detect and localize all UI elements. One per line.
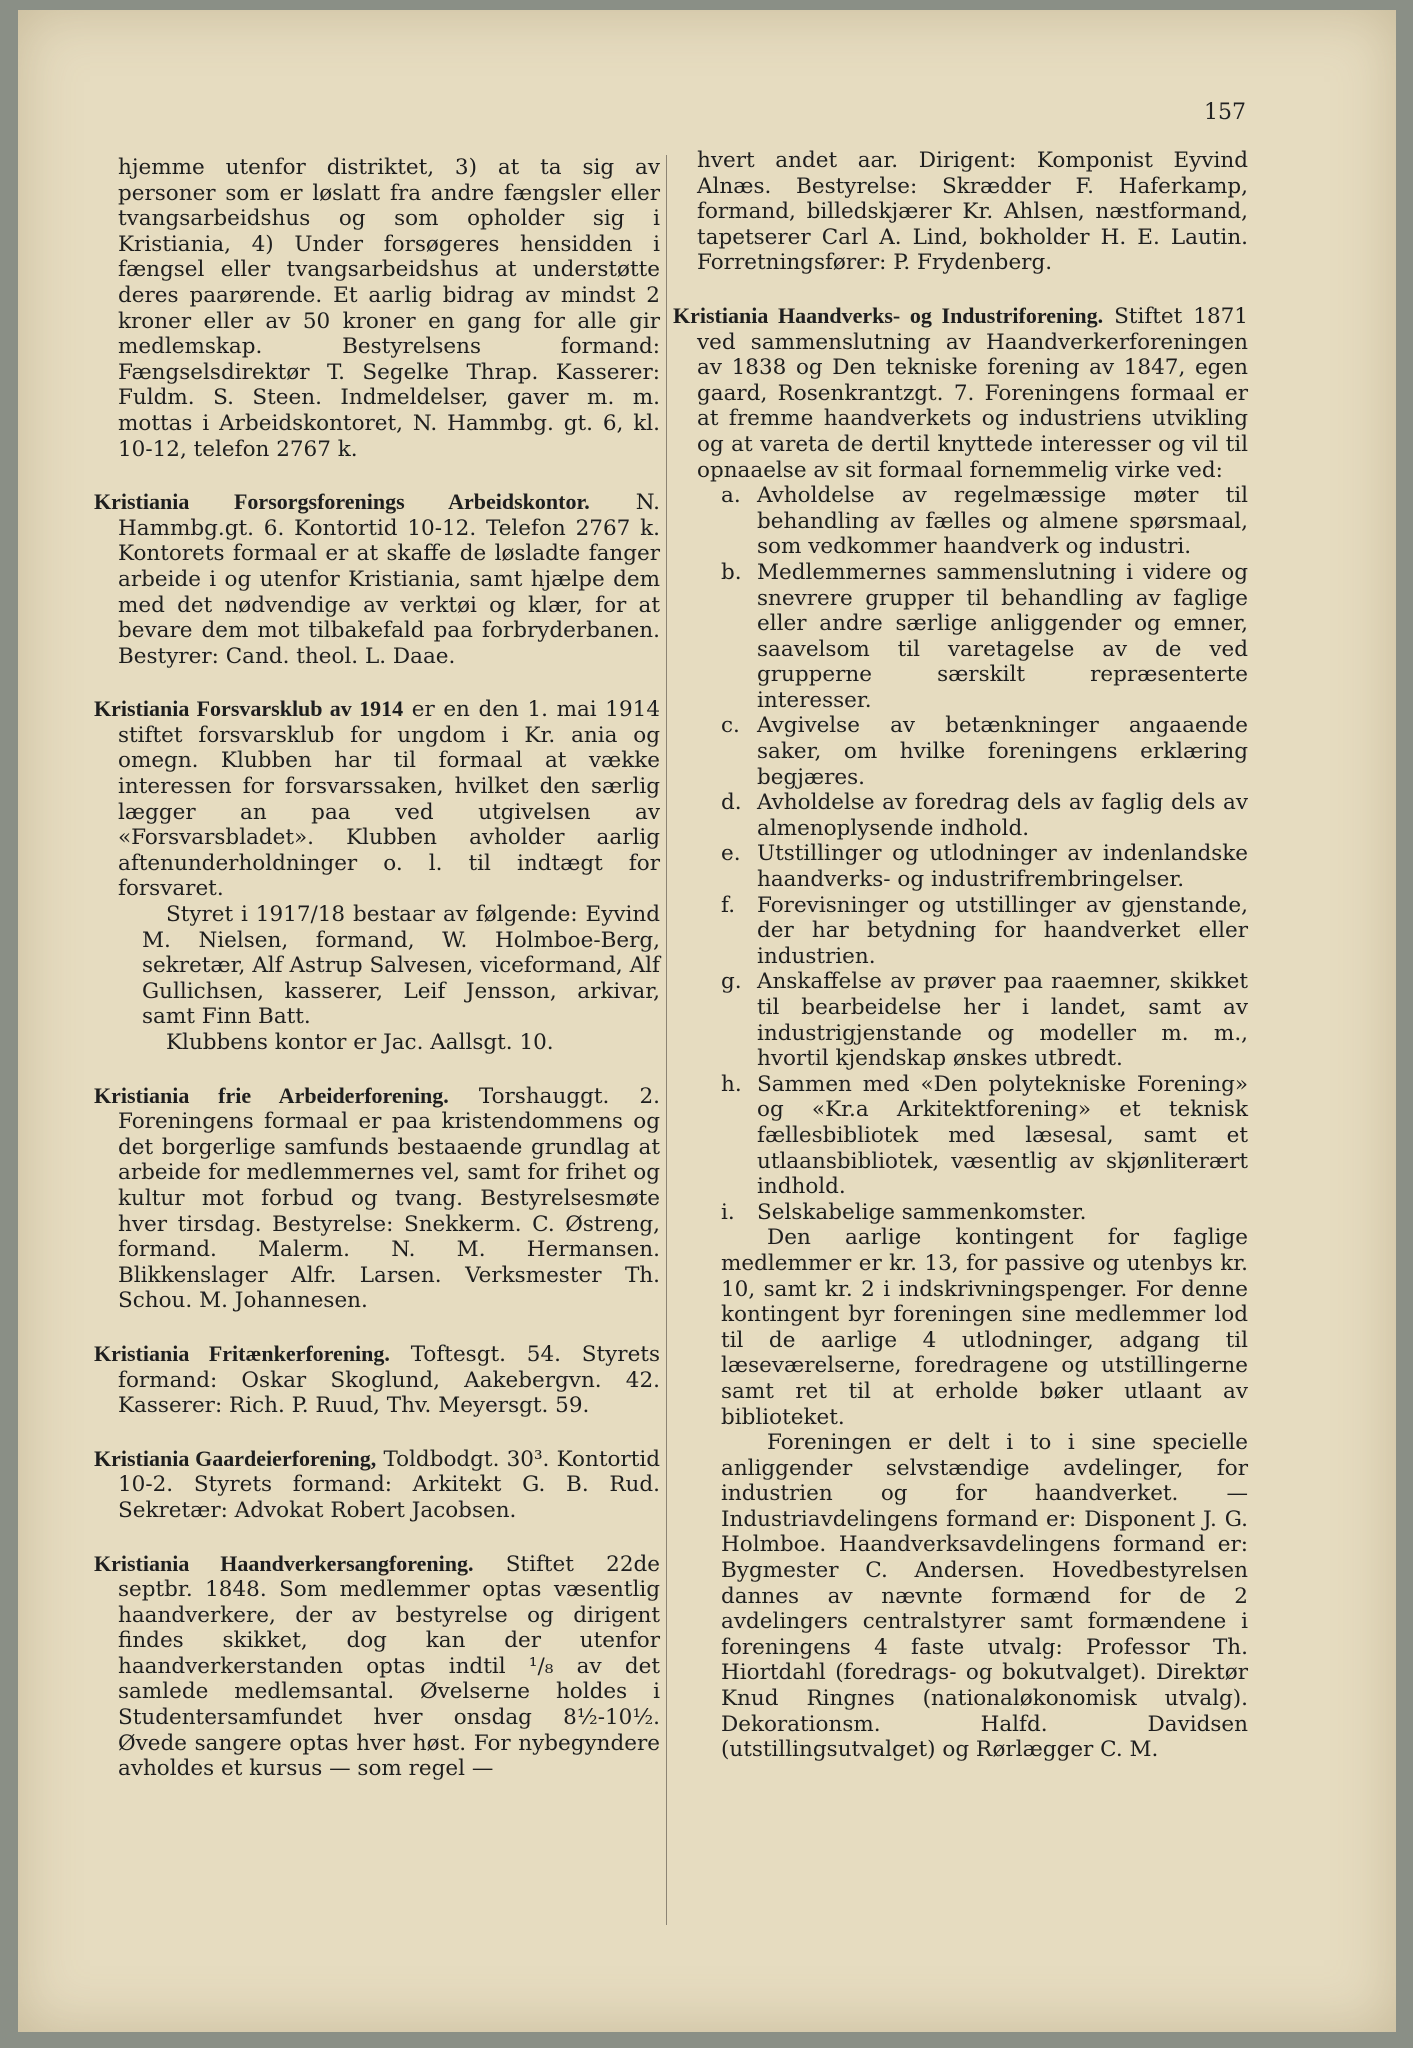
entry-industriforening [673,303,1248,1763]
entry-gaardeierforening [94,1446,660,1524]
entry-text: er en den 1. mai 1914 stiftet forsvarsklub for ungdom i Kr. ania og omegn. Klubben har til formaal at vække interessen for forsvarssaken, hvilket den særlig lægger an paa ved utgivelsen av «Forsvarsbladet». Klubben avholder aarlig aftenunderholdninger o. l. til indtægt for forsvaret. [118,697,661,902]
entry-forsorgsforening [94,489,660,669]
entry-paragraph: Foreningen er delt i to i sine specielle anliggender selvstændige avdelinger, for industrien og for haandverket. — Industriavdelingens formand er: Disponent J. G. Holmboe. Haandverksavdelingens formand er: Bygmester C. Andersen. Hovedbestyrelsen dannes av nævnte formænd for de 2 avdelingers centralstyrer samt formændene i foreningens 4 faste utvalg: Professor Th. Hiortdahl (foredrags- og bokutvalget). Direktør Knud Ringnes (nationaløkonomisk utvalg). Dekorationsm. Halfd. Davidsen (utstillingsutvalget) og Rørlægger C. M. [721,1430,1248,1763]
entry-text: hjemme utenfor distriktet, 3) at ta sig av personer som er løslatt fra andre fængsler eller tvangsarbeidshus og som opholder sig i Kristiania, 4) Under forsøgeres hensidden i fængsel eller tvangsarbeidshus at understøtte deres paarørende. Et aarlig bidrag av mindst 2 kroner eller av 50 kroner en gang for alle gir medlemskap. Bestyrelsens formand: Fængselsdirektør T. Segelke Thrap. Kasserer: Fuldm. S. Steen. Indmeldelser, gaver m. m. mottas i Arbeidskontoret, N. Hammbg. gt. 6, kl. 10-12, telefon 2767 k. [118,155,660,462]
entry-text: Toftesgt. 54. Styrets formand: Oskar Skoglund, Aakebergvn. 42. Kasserer: Rich. P. Ruud, Thv. Meyersgt. 59. [118,1341,660,1419]
entry-text: Stiftet 1871 ved sammenslutning av Haandverkerforeningen av 1838 og Den tekniske forening av 1847, egen gaard, Rosenkrantzgt. 7. Foreningens formaal er at fremme haandverkets og industriens utvikling og at vareta de dertil knyttede interesser og vil til opnaaelse av sit formaal fornemmelig virke ved: [697,303,1248,483]
list-item: a. Avholdelse av regelmæssige møter til behandling av fælles og almene spørsmaal, som vedkommer haandverk og industri. [721,483,1248,560]
page-number: 157 [1204,100,1246,125]
list-item: g. Anskaffelse av prøver paa raaemner, skikket til bearbeidelse her i landet, samt av industrigjenstande og modeller m. m., hvortil kjendskap ønskes utbredt. [721,969,1248,1072]
list-item: b. Medlemmernes sammenslutning i videre og snevrere grupper til behandling av faglige eller andre særlige anliggender og emner, saavelsom til varetagelse av de ved grupperne særskilt repræsenterte interesser. [721,559,1248,713]
list-item: e. Utstillinger og utlodninger av indenlandske haandverks- og industrifrembringelser. [721,841,1248,893]
entry-title: Kristiania Fritænkerforening. [94,1340,390,1366]
entry-paragraph: Klubbens kontor er Jac. Aallsgt. 10. [166,1030,554,1055]
lettered-list [697,483,1248,1225]
entry-text: hvert andet aar. Dirigent: Komponist Eyvind Alnæs. Bestyrelse: Skrædder F. Haferkamp, formand, billedskjærer Kr. Ahlsen, næstformand, tapetserer Carl A. Lind, bokholder H. E. Lautin. Forretningsfører: P. Frydenberg. [697,148,1248,276]
document-page [18,10,1396,2032]
entry-title: Kristiania Haandverkersangforening. [94,1550,474,1576]
entry-title: Kristiania Forsvarsklub av 1914 [94,696,404,722]
list-item: f. Forevisninger og utstillinger av gjenstande, der har betydning for haandverket eller industrien. [721,892,1248,969]
entry-paragraph: Styret i 1917/18 bestaar av følgende: Eyvind M. Nielsen, formand, W. Holmboe-Berg, sekretær, Alf Astrup Salvesen, viceformand, Alf Gullichsen, kasserer, Leif Jensson, arkivar, samt Finn Batt. [142,902,660,1030]
entry-paragraph: Den aarlige kontingent for faglige medlemmer er kr. 13, for passive og utenbys kr. 10, samt kr. 2 i indskrivningspenger. For denne kontingent byr foreningen sine medlemmer lod til de aarlige 4 utlodninger, adgang til læseværelserne, foredragene og utstillingerne samt ret til at erholde bøker utlaant av biblioteket. [721,1225,1248,1430]
list-item: d. Avholdelse av foredrag dels av faglig dels av almenoplysende indhold. [721,790,1248,841]
list-item: c. Avgivelse av betænkninger angaaende saker, om hvilke foreningens erklæring begjæres. [721,713,1248,790]
entry-title: Kristiania frie Arbeiderforening. [94,1082,449,1108]
entry-arbeiderforening [94,1083,660,1314]
entry-title: Kristiania Forsorgsforenings Arbeidskontor. [94,489,590,515]
entry-haandverkersangforening [94,1551,660,1782]
entry-continuation [673,148,1248,276]
list-item: i. Selskabelige sammenkomster. [721,1199,1087,1225]
entry-title: Kristiania Gaardeierforening, [94,1445,377,1471]
list-item: h. Sammen med «Den polytekniske Forening» og «Kr.a Arkitektforening» et teknisk fællesbibliotek med læsesal, samt et utlaansbibliotek, væsentlig av skjønliterært indhold. [721,1071,1248,1200]
left-column [94,155,660,1809]
entry-continuation [94,155,660,462]
entry-text: Torshauggt. 2. Foreningens formaal er paa kristendommens og det borgerlige samfunds bestaaende grundlag at arbeide for medlemmernes vel, samt for frihet og kultur mot forbud og tvang. Bestyrelsesmøte hver tirsdag. Bestyrelse: Snekkerm. C. Østreng, formand. Malerm. N. M. Hermansen. Blikkenslager Alfr. Larsen. Verksmester Th. Schou. M. Johannesen. [118,1083,660,1314]
right-column [673,148,1248,1790]
entry-text: N. Hammbg.gt. 6. Kontortid 10-12. Telefon 2767 k. Kontorets formaal er at skaffe de løsladte fanger arbeide i og utenfor Kristiania, samt hjælpe dem med det nødvendige av verktøi og klær, for at bevare dem mot tilbakefald paa forbryderbanen. Bestyrer: Cand. theol. L. Daae. [118,490,661,669]
entry-title: Kristiania Haandverks- og Industriforening. [673,302,1104,328]
entry-forsvarsklub [94,696,660,1055]
entry-text: Toldbodgt. 30³. Kontortid 10-2. Styrets formand: Arkitekt G. B. Rud. Sekretær: Advokat Robert Jacobsen. [118,1446,660,1523]
entry-text: Stiftet 22de septbr. 1848. Som medlemmer optas væsentlig haandverkere, der av bestyrelse og dirigent findes skikket, dog kan der utenfor haandverkerstanden optas indtil ¹/₈ av det samlede medlemsantal. Øvelserne holdes i Studentersamfundet hver onsdag 8½-10½. Øvede sangere optas hver høst. For nybegyndere avholdes et kursus — som regel — [118,1551,660,1782]
column-divider [666,155,667,1925]
entry-fritaenkerforening [94,1341,660,1419]
